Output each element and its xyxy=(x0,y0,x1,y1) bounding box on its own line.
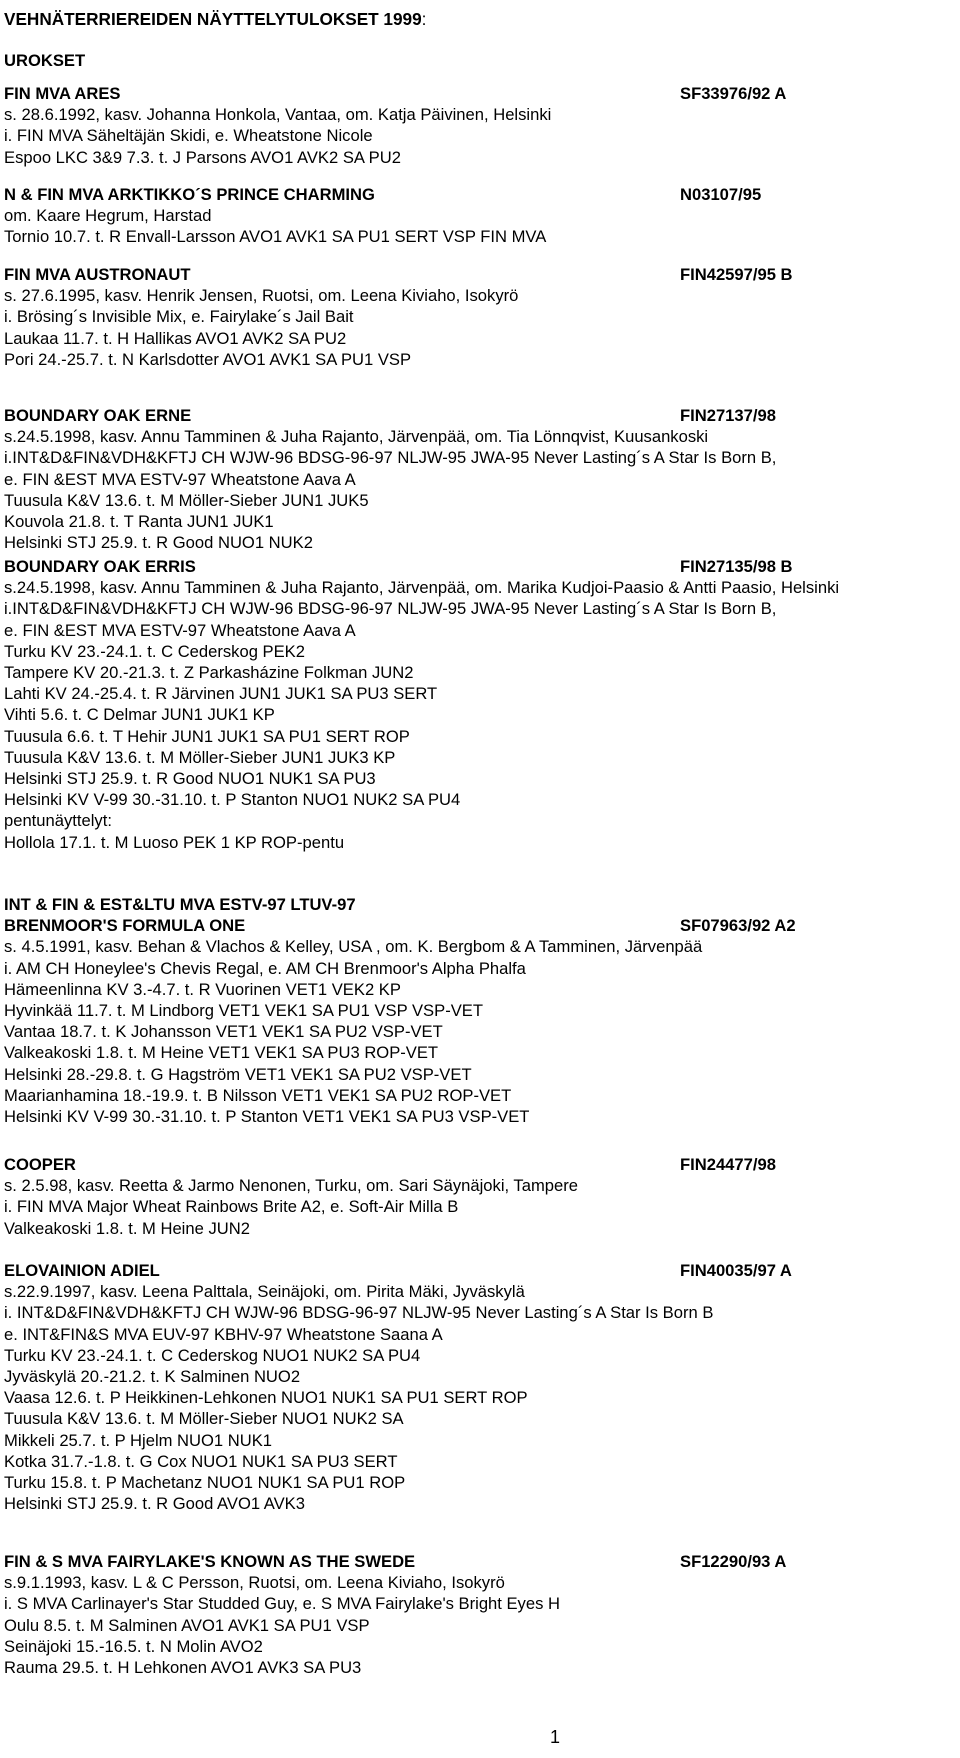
entry-detail-line: i. FIN MVA Major Wheat Rainbows Brite A2, e. Soft-Air Milla B xyxy=(4,1197,459,1217)
title-colon: : xyxy=(421,9,427,29)
entry-detail-line: s.9.1.1993, kasv. L & C Persson, Ruotsi, om. Leena Kiviaho, Isokyrö xyxy=(4,1573,505,1593)
dog-name: BOUNDARY OAK ERRIS xyxy=(4,557,196,576)
entry-detail-line: s.24.5.1998, kasv. Annu Tamminen & Juha Rajanto, Järvenpää, om. Tia Lönnqvist, Kuusankoski xyxy=(4,427,709,447)
registration-number: FIN40035/97 A xyxy=(680,1261,792,1280)
entry-detail-line: i.INT&D&FIN&VDH&KFTJ CH WJW-96 BDSG-96-97 NLJW-95 JWA-95 Never Lasting´s A Star Is Born B, xyxy=(4,448,777,468)
entry-detail-line: Lahti KV 24.-25.4. t. R Järvinen JUN1 JUK1 SA PU3 SERT xyxy=(4,684,438,704)
entry-detail-line: Vaasa 12.6. t. P Heikkinen-Lehkonen NUO1 NUK1 SA PU1 SERT ROP xyxy=(4,1388,528,1408)
dog-name: FIN MVA ARES xyxy=(4,84,121,103)
entry-detail-line: Seinäjoki 15.-16.5. t. N Molin AVO2 xyxy=(4,1636,263,1656)
registration-number: FIN27135/98 B xyxy=(680,557,793,576)
entry-detail-line: Tornio 10.7. t. R Envall-Larsson AVO1 AVK1 SA PU1 SERT VSP FIN MVA xyxy=(4,227,547,247)
registration-number: SF33976/92 A xyxy=(680,84,787,103)
entry-detail-line: s. 28.6.1992, kasv. Johanna Honkola, Vantaa, om. Katja Päivinen, Helsinki xyxy=(4,105,552,125)
entry-detail-line: s. 4.5.1991, kasv. Behan & Vlachos & Kelley, USA , om. K. Bergbom & A Tamminen, Järvenpää xyxy=(4,937,703,957)
entry-detail-line: s.24.5.1998, kasv. Annu Tamminen & Juha Rajanto, Järvenpää, om. Marika Kudjoi-Paasio & Antti Paasio, Helsinki xyxy=(4,578,840,598)
entry-detail-line: Turku KV 23.-24.1. t. C Cederskog PEK2 xyxy=(4,641,305,661)
entry-detail-line: i. S MVA Carlinayer's Star Studded Guy, e. S MVA Fairylake's Bright Eyes H xyxy=(4,1594,560,1614)
entry-detail-line: e. INT&FIN&S MVA EUV-97 KBHV-97 Wheatstone Saana A xyxy=(4,1324,443,1344)
entry-detail-line: Helsinki STJ 25.9. t. R Good NUO1 NUK1 SA PU3 xyxy=(4,769,376,788)
entry-detail-line: Valkeakoski 1.8. t. M Heine VET1 VEK1 SA PU3 ROP-VET xyxy=(4,1043,439,1063)
entry-detail-line: s.22.9.1997, kasv. Leena Palttala, Seinäjoki, om. Pirita Mäki, Jyväskylä xyxy=(4,1282,525,1302)
entry-detail-line: Helsinki 28.-29.8. t. G Hagström VET1 VEK1 SA PU2 VSP-VET xyxy=(4,1064,472,1084)
entry-detail-line: Valkeakoski 1.8. t. M Heine JUN2 xyxy=(4,1218,250,1238)
entry-header xyxy=(4,185,960,205)
registration-number: N03107/95 xyxy=(680,185,762,204)
entry-detail-line: Helsinki KV V-99 30.-31.10. t. P Stanton NUO1 NUK2 SA PU4 xyxy=(4,790,461,810)
entry-detail-line: s. 2.5.98, kasv. Reetta & Jarmo Nenonen, Turku, om. Sari Säynäjoki, Tampere xyxy=(4,1176,578,1196)
registration-number: FIN27137/98 xyxy=(680,406,776,425)
dog-name: N & FIN MVA ARKTIKKO´S PRINCE CHARMING xyxy=(4,185,375,204)
entry-detail-line: Helsinki KV V-99 30.-31.10. t. P Stanton VET1 VEK1 SA PU3 VSP-VET xyxy=(4,1107,530,1126)
entry-title-prefix: INT & FIN & EST&LTU MVA ESTV-97 LTUV-97 xyxy=(4,895,356,914)
entry-detail-line: Vantaa 18.7. t. K Johansson VET1 VEK1 SA PU2 VSP-VET xyxy=(4,1022,443,1042)
entry-detail-line: Oulu 8.5. t. M Salminen AVO1 AVK1 SA PU1 VSP xyxy=(4,1615,370,1635)
entry-detail-line: i. AM CH Honeylee's Chevis Regal, e. AM CH Brenmoor's Alpha Phalfa xyxy=(4,958,526,978)
registration-number: SF12290/93 A xyxy=(680,1552,787,1571)
entry-detail-line: i. INT&D&FIN&VDH&KFTJ CH WJW-96 BDSG-96-97 NLJW-95 Never Lasting´s A Star Is Born B xyxy=(4,1303,714,1323)
dog-name: ELOVAINION ADIEL xyxy=(4,1261,160,1280)
registration-number: FIN24477/98 xyxy=(680,1155,776,1174)
entry-detail-line: pentunäyttelyt: xyxy=(4,811,112,831)
page-number: 1 xyxy=(549,1727,560,1747)
dog-name: BRENMOOR'S FORMULA ONE xyxy=(4,916,246,936)
entry-detail-line: om. Kaare Hegrum, Harstad xyxy=(4,206,212,226)
registration-number: SF07963/92 A2 xyxy=(680,916,796,936)
dog-name: FIN & S MVA FAIRYLAKE'S KNOWN AS THE SWEDE xyxy=(4,1552,416,1571)
entry-detail-line: Tuusula 6.6. t. T Hehir JUN1 JUK1 SA PU1 SERT ROP xyxy=(4,726,410,746)
entry-detail-line: Rauma 29.5. t. H Lehkonen AVO1 AVK3 SA PU3 xyxy=(4,1658,362,1677)
entry-detail-line: Jyväskylä 20.-21.2. t. K Salminen NUO2 xyxy=(4,1367,301,1386)
entry-header xyxy=(4,84,960,104)
entry-detail-line: Pori 24.-25.7. t. N Karlsdotter AVO1 AVK1 SA PU1 VSP xyxy=(4,349,412,369)
entry-detail-line: Mikkeli 25.7. t. P Hjelm NUO1 NUK1 xyxy=(4,1430,273,1450)
entry-detail-line: Tuusula K&V 13.6. t. M Möller-Sieber JUN1 JUK5 xyxy=(4,490,369,510)
entry-detail-line: Kouvola 21.8. t. T Ranta JUN1 JUK1 xyxy=(4,512,274,531)
entry-detail-line: i. Brösing´s Invisible Mix, e. Fairylake´s Jail Bait xyxy=(4,307,354,327)
registration-number: FIN42597/95 B xyxy=(680,265,793,284)
entry-detail-line: Turku 15.8. t. P Machetanz NUO1 NUK1 SA PU1 ROP xyxy=(4,1473,406,1492)
entry-detail-line: Hämeenlinna KV 3.-4.7. t. R Vuorinen VET1 VEK2 KP xyxy=(4,979,401,999)
entry-header xyxy=(4,1155,960,1175)
entry-header xyxy=(4,265,960,285)
entry-detail-line: Turku KV 23.-24.1. t. C Cederskog NUO1 NUK2 SA PU4 xyxy=(4,1345,421,1365)
entry-detail-line: Tuusula K&V 13.6. t. M Möller-Sieber NUO1 NUK2 SA xyxy=(4,1409,404,1429)
entry-header xyxy=(4,557,960,577)
section-heading: UROKSET xyxy=(4,51,86,70)
entry-detail-line: e. FIN &EST MVA ESTV-97 Wheatstone Aava A xyxy=(4,469,356,489)
entry-detail-line: i.INT&D&FIN&VDH&KFTJ CH WJW-96 BDSG-96-97 NLJW-95 JWA-95 Never Lasting´s A Star Is Born B, xyxy=(4,599,777,619)
entry-detail-line: Hollola 17.1. t. M Luoso PEK 1 KP ROP-pentu xyxy=(4,832,345,852)
entry-detail-line: i. FIN MVA Säheltäjän Skidi, e. Wheatstone Nicole xyxy=(4,126,373,146)
entry-detail-line: Laukaa 11.7. t. H Hallikas AVO1 AVK2 SA PU2 xyxy=(4,328,347,348)
entry-detail-line: Helsinki STJ 25.9. t. R Good AVO1 AVK3 xyxy=(4,1494,305,1514)
entry-detail-line: Tampere KV 20.-21.3. t. Z Parkasházine Folkman JUN2 xyxy=(4,663,414,682)
entry-header xyxy=(4,1261,960,1281)
entry-detail-line: s. 27.6.1995, kasv. Henrik Jensen, Ruotsi, om. Leena Kiviaho, Isokyrö xyxy=(4,286,519,306)
dog-name: COOPER xyxy=(4,1155,76,1174)
entry-detail-line: Tuusula K&V 13.6. t. M Möller-Sieber JUN1 JUK3 KP xyxy=(4,747,396,767)
entry-detail-line: Helsinki STJ 25.9. t. R Good NUO1 NUK2 xyxy=(4,533,313,553)
entry-detail-line: Maarianhamina 18.-19.9. t. B Nilsson VET1 VEK1 SA PU2 ROP-VET xyxy=(4,1085,512,1105)
entry-header xyxy=(4,1552,960,1572)
title-text: VEHNÄTERRIEREIDEN NÄYTTELYTULOKSET 1999 xyxy=(4,9,422,29)
entry-detail-line: Hyvinkää 11.7. t. M Lindborg VET1 VEK1 SA PU1 VSP VSP-VET xyxy=(4,1001,483,1020)
entry-header xyxy=(4,916,960,936)
entry-detail-line: Kotka 31.7.-1.8. t. G Cox NUO1 NUK1 SA PU3 SERT xyxy=(4,1451,398,1471)
entry-detail-line: Espoo LKC 3&9 7.3. t. J Parsons AVO1 AVK2 SA PU2 xyxy=(4,147,401,167)
dog-name: BOUNDARY OAK ERNE xyxy=(4,406,192,425)
page-title xyxy=(4,9,960,29)
entry-detail-line: e. FIN &EST MVA ESTV-97 Wheatstone Aava A xyxy=(4,620,356,640)
dog-name: FIN MVA AUSTRONAUT xyxy=(4,265,191,284)
entry-header xyxy=(4,406,960,426)
entry-detail-line: Vihti 5.6. t. C Delmar JUN1 JUK1 KP xyxy=(4,705,275,725)
